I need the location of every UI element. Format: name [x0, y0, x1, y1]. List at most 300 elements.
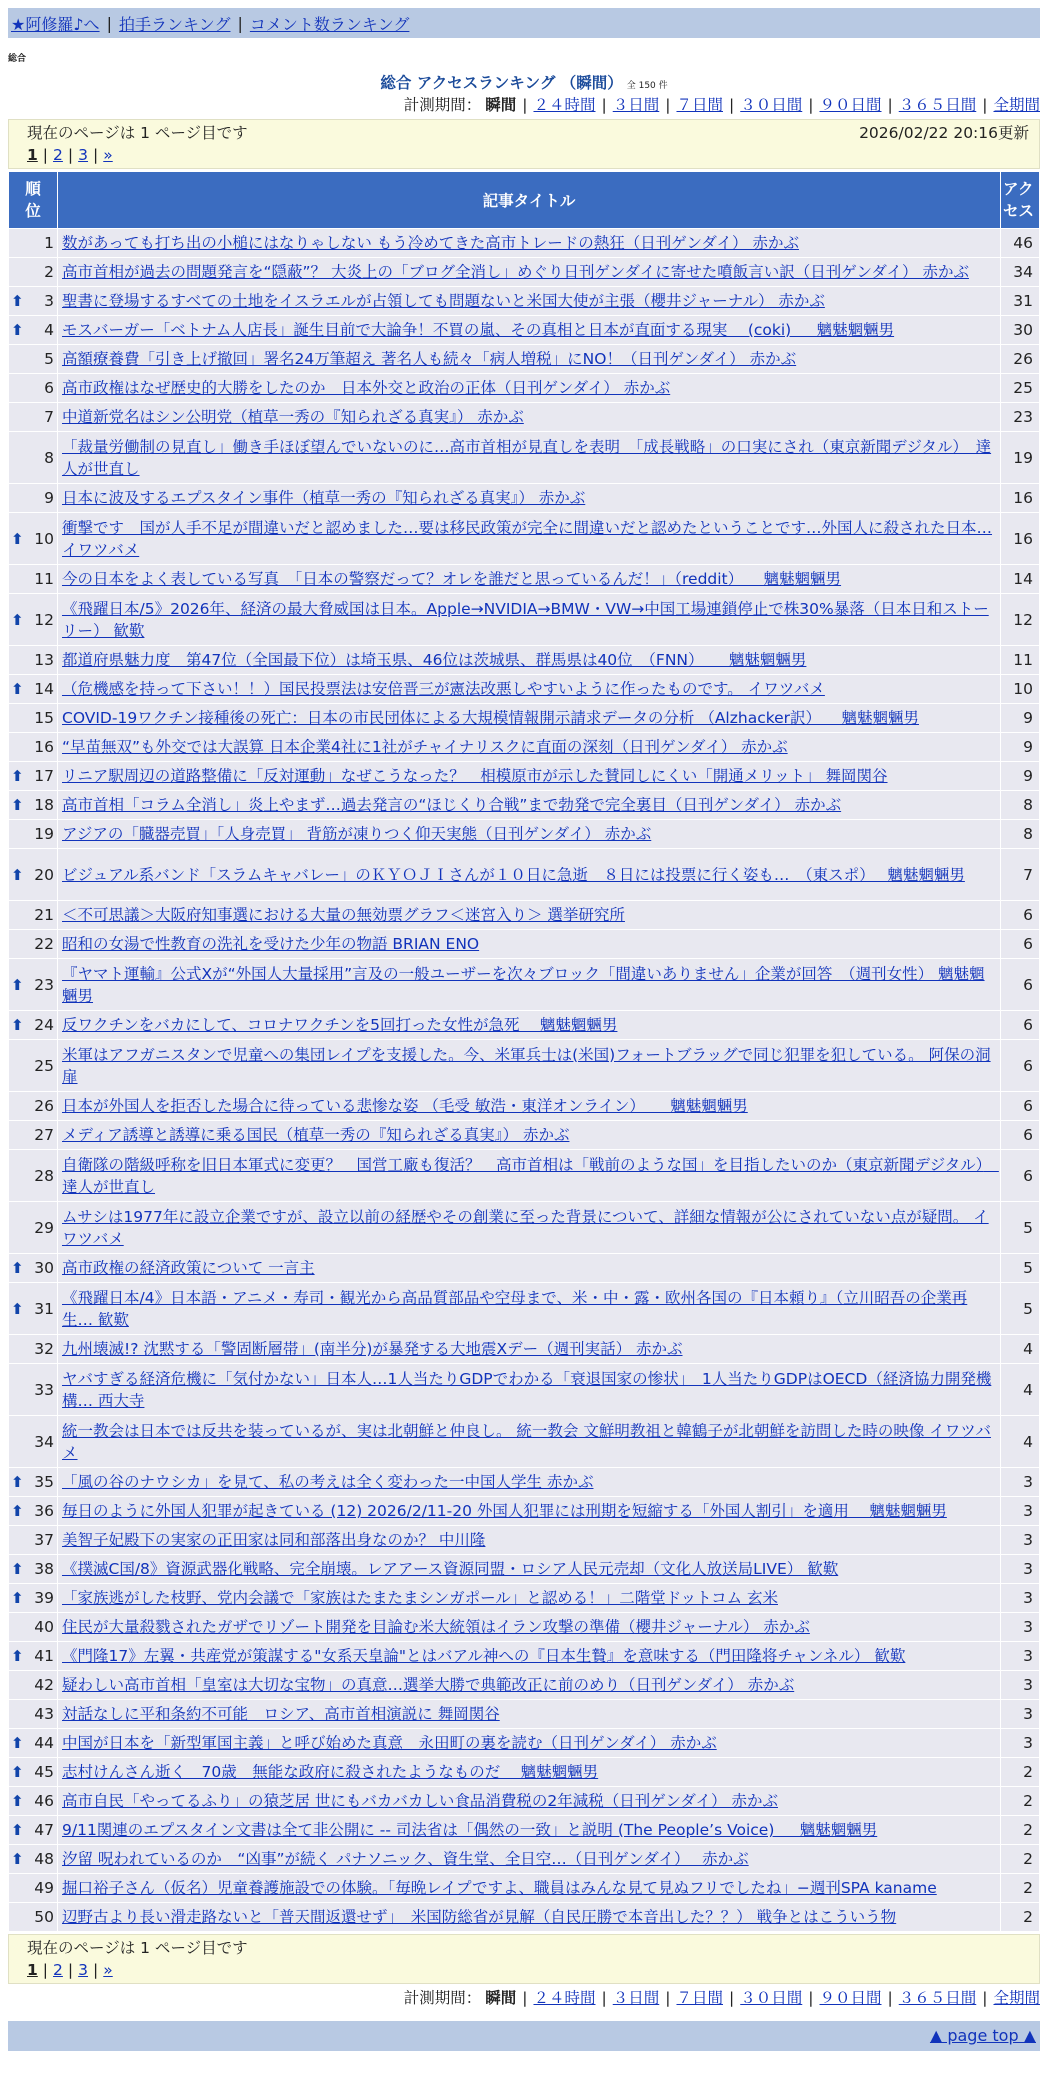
access-count: 2 — [1001, 1874, 1040, 1903]
article-link[interactable]: 辺野古より長い滑走路ないと「普天間返還せず」 米国防総省が見解（自民圧勝で本音出した？？） 戦争とはこういう物 — [62, 1908, 897, 1926]
table-row — [9, 1364, 1040, 1416]
rank-header — [9, 172, 58, 229]
pager-bottom — [8, 1934, 1040, 1984]
rank-up-arrow-icon: ⬆ — [11, 292, 24, 310]
page-separator: | — [93, 1961, 99, 1979]
title-cell — [58, 1671, 1001, 1700]
article-link[interactable]: 《撲滅C国/8》資源武器化戦略、完全崩壊。レアアース資源同盟・ロシア人民元売却（文化人放送局LIVE） 歓歎 — [62, 1560, 839, 1578]
title-cell — [58, 345, 1001, 374]
period-separator: | — [729, 96, 735, 114]
page — [8, 8, 1040, 2051]
rank-number: 44 — [34, 1734, 54, 1752]
article-link[interactable]: 美智子妃殿下の実家の正田家は同和部落出身なのか？ 中川隆 — [62, 1531, 486, 1549]
rank-number: 21 — [34, 906, 54, 924]
page-separator: | — [42, 146, 49, 164]
rank-number: 32 — [34, 1340, 54, 1358]
access-count: 5 — [1001, 1202, 1040, 1254]
rank-number: 27 — [34, 1126, 54, 1144]
rank-number: 1 — [44, 234, 54, 252]
rank-number: 5 — [44, 350, 54, 368]
access-count: 23 — [1001, 403, 1040, 432]
title-cell — [58, 733, 1001, 762]
table-row — [9, 646, 1040, 675]
rank-cell — [9, 959, 58, 1011]
table-row — [9, 1787, 1040, 1816]
ranking-rows — [9, 229, 1040, 1932]
period-option-link[interactable]: ３日間 — [612, 1989, 660, 2007]
page-separator: | — [93, 146, 99, 164]
title-cell — [58, 1613, 1001, 1642]
table-row — [9, 1526, 1040, 1555]
title-cell — [58, 1700, 1001, 1729]
title-cell — [58, 513, 1001, 565]
rank-number: 9 — [44, 489, 54, 507]
footer-bar — [8, 2021, 1040, 2051]
rank-cell — [9, 1497, 58, 1526]
access-count: 9 — [1001, 733, 1040, 762]
rank-number: 29 — [34, 1218, 54, 1237]
table-row — [9, 1254, 1040, 1283]
current-page-text: 現在のページは 1 ページ目です — [27, 1939, 248, 1957]
clap-ranking-link[interactable]: 拍手ランキング — [118, 14, 231, 34]
article-link[interactable]: 住民が大量殺戮されたガザでリゾート開発を目論む米大統領はイラン攻撃の準備（櫻井ジャーナル） 赤かぶ — [62, 1618, 810, 1636]
access-count: 3 — [1001, 1671, 1040, 1700]
article-link[interactable]: 高市政権はなぜ歴史的大勝をしたのか 日本外交と政治の正体（日刊ゲンダイ） 赤かぶ — [62, 379, 671, 397]
table-row — [9, 316, 1040, 345]
article-link[interactable]: アジアの「臓器売買」「人身売買」 背筋が凍りつく仰天実態（日刊ゲンダイ） 赤かぶ — [62, 825, 652, 843]
period-option-link[interactable]: ３日間 — [612, 96, 660, 114]
article-link[interactable]: 9/11関連のエプスタイン文書は全て非公開に -- 司法省は「偶然の一致」と説明 (The People’s Voice) 魑魅魍魎男 — [62, 1821, 878, 1839]
page-link[interactable]: 3 — [78, 1961, 89, 1979]
access-count: 6 — [1001, 930, 1040, 959]
rank-number: 40 — [34, 1618, 54, 1636]
next-page-link[interactable]: » — [103, 146, 113, 164]
period-current: 瞬間 — [485, 96, 517, 114]
updated-time: 2026/02/22 20:16更新 — [859, 124, 1029, 142]
access-count: 26 — [1001, 345, 1040, 374]
rank-cell — [9, 930, 58, 959]
period-separator: | — [887, 1989, 893, 2007]
rank-number: 7 — [44, 408, 54, 426]
article-link[interactable]: 高額療養費「引き上げ撤回」署名24万筆超え 著名人も続々「病人増税」にNO！（日刊ゲンダイ） 赤かぶ — [62, 350, 797, 368]
article-link[interactable]: 日本が外国人を拒否した場合に待っている悲惨な姿 （毛受 敏浩・東洋オンライン） 魑魅魍魎男 — [62, 1097, 748, 1115]
rank-cell — [9, 1468, 58, 1497]
article-link[interactable]: 高市自民「やってるふり」の猿芝居 世にもバカバカしい食品消費税の2年減税（日刊ゲンダイ） 赤かぶ — [62, 1792, 778, 1810]
article-link[interactable]: 都道府県魅力度 第47位（全国最下位）は埼玉県、46位は茨城県、群馬県は40位 （FNN） 魑魅魍魎男 — [62, 651, 807, 669]
rank-cell — [9, 820, 58, 849]
table-row — [9, 258, 1040, 287]
access-count: 5 — [1001, 1254, 1040, 1283]
rank-cell — [9, 1092, 58, 1121]
access-count: 5 — [1001, 1283, 1040, 1335]
access-count: 2 — [1001, 1903, 1040, 1932]
title-cell — [58, 646, 1001, 675]
rank-cell — [9, 1416, 58, 1468]
article-link[interactable]: 汐留 呪われているのか “凶事”が続く パナソニック、資生堂、全日空…（日刊ゲンダイ） 赤かぶ — [62, 1850, 749, 1868]
access-count: 7 — [1001, 849, 1040, 901]
article-link[interactable]: モスバーガー「ベトナム人店長」誕生目前で大論争！不買の嵐、その真相と日本が直面する現実 (coki) 魑魅魍魎男 — [62, 321, 895, 339]
access-count: 8 — [1001, 820, 1040, 849]
access-count: 16 — [1001, 513, 1040, 565]
access-count: 8 — [1001, 791, 1040, 820]
current-page-number: 1 — [27, 1961, 38, 1979]
title-cell — [58, 594, 1001, 646]
article-link[interactable]: COVID-19ワクチン接種後の死亡：日本の市民団体による大規模情報開示請求データの分析 （Alzhacker訳） 魑魅魍魎男 — [62, 709, 919, 727]
article-link[interactable]: 掘口裕子さん（仮名）児童養護施設での体験。「毎晩レイプですよ、職員はみんな見て見ぬフリでしたね」−週刊SPA kaname — [62, 1879, 937, 1897]
table-row — [9, 1845, 1040, 1874]
article-link[interactable]: 九州壊滅!? 沈黙する「警固断層帯」(南半分)が暴発する大地震Xデー（週刊実話） 赤かぶ — [62, 1340, 683, 1358]
access-count: 3 — [1001, 1700, 1040, 1729]
table-row — [9, 1700, 1040, 1729]
title-cell — [58, 316, 1001, 345]
article-link[interactable]: （危機感を持って下さい！！）国民投票法は安倍晋三が憲法改悪しやすいように作ったものです。 イワツバメ — [62, 680, 825, 698]
table-row — [9, 1335, 1040, 1364]
article-link[interactable]: 「風の谷のナウシカ」を見て、私の考えは全く変わった一中国人学生 赤かぶ — [62, 1473, 594, 1491]
rank-number: 2 — [44, 263, 54, 281]
rank-up-arrow-icon: ⬆ — [11, 610, 24, 629]
title-cell — [58, 1642, 1001, 1671]
rank-up-arrow-icon: ⬆ — [11, 975, 24, 994]
table-row — [9, 513, 1040, 565]
article-link[interactable]: ムサシは1977年に設立企業ですが、設立以前の経歴やその創業に至った背景について、詳細な情報が公にされていない点が疑問。 イワツバメ — [62, 1207, 989, 1248]
nav-separator: | — [106, 13, 112, 33]
article-link[interactable]: 米軍はアフガニスタンで児童への集団レイプを支援した。今、米軍兵士は(米国)フォートブラッグで同じ犯罪を犯している。 阿保の洞扉 — [62, 1045, 991, 1086]
rank-cell — [9, 1613, 58, 1642]
rank-up-arrow-icon: ⬆ — [11, 1589, 24, 1607]
rank-number: 25 — [34, 1056, 54, 1075]
article-link[interactable]: 《飛躍日本/4》日本語・アニメ・寿司・観光から高品質部品や空母まで、米・中・露・欧州各国の『日本頼り』（立川昭吾の企業再生… 歓歎 — [62, 1288, 968, 1329]
access-count: 11 — [1001, 646, 1040, 675]
rank-cell — [9, 762, 58, 791]
title-cell — [58, 1787, 1001, 1816]
count-header — [1001, 172, 1040, 229]
access-count: 10 — [1001, 675, 1040, 704]
article-link[interactable]: 高市首相が過去の問題発言を“隠蔽”？ 大炎上の「ブログ全消し」めぐり日刊ゲンダイに寄せた噴飯言い訳（日刊ゲンダイ） 赤かぶ — [62, 263, 969, 281]
rank-up-arrow-icon: ⬆ — [11, 865, 24, 884]
comment-ranking-link[interactable]: コメント数ランキング — [249, 14, 410, 34]
period-option-link[interactable]: 全期間 — [993, 96, 1040, 114]
article-link[interactable]: 《飛躍日本/5》2026年、経済の最大脅威国は日本。Apple→NVIDIA→BMW・VW→中国工場連鎖停止で株30%暴落（日本日和ストーリー） 歓歎 — [62, 599, 989, 640]
access-count: 3 — [1001, 1642, 1040, 1671]
access-count: 3 — [1001, 1468, 1040, 1497]
rank-number: 43 — [34, 1705, 54, 1723]
table-row — [9, 1729, 1040, 1758]
rank-cell — [9, 316, 58, 345]
rank-cell — [9, 1555, 58, 1584]
ranking-title-text: 総合 アクセスランキング （瞬間） — [380, 74, 623, 92]
page-separator: | — [67, 1961, 74, 1979]
article-link[interactable]: 聖書に登場するすべての土地をイスラエルが占領しても問題ないと米国大使が主張（櫻井ジャーナル） 赤かぶ — [62, 292, 825, 310]
current-page-number: 1 — [27, 146, 38, 164]
rank-number: 26 — [34, 1097, 54, 1115]
rank-cell — [9, 513, 58, 565]
title-cell — [58, 1526, 1001, 1555]
table-row — [9, 1642, 1040, 1671]
rank-up-arrow-icon: ⬆ — [11, 1502, 24, 1520]
rank-up-arrow-icon: ⬆ — [11, 529, 24, 548]
title-cell — [58, 1011, 1001, 1040]
period-options — [516, 1989, 1040, 2007]
period-option-link[interactable]: ２４時間 — [533, 1989, 596, 2007]
period-options — [516, 96, 1040, 114]
period-option-link[interactable]: ７日間 — [676, 96, 723, 114]
rank-up-arrow-icon: ⬆ — [11, 1763, 24, 1781]
page-links — [27, 144, 1029, 166]
title-cell — [58, 791, 1001, 820]
period-separator: | — [522, 1989, 528, 2007]
period-selector-bottom — [8, 1987, 1040, 2009]
rank-cell — [9, 646, 58, 675]
period-option-link[interactable]: ２４時間 — [533, 96, 596, 114]
rank-number: 33 — [34, 1380, 54, 1399]
rank-number: 49 — [34, 1879, 54, 1897]
rank-up-arrow-icon: ⬆ — [11, 1299, 24, 1318]
rank-number: 19 — [34, 825, 54, 843]
article-link[interactable]: 統一教会は日本では反共を装っているが、実は北朝鮮と仲良し。 統一教会 文鮮明教祖と韓鶴子が北朝鮮を訪問した時の映像 イワツバメ — [62, 1421, 991, 1462]
count-header-label: アクセス — [1003, 180, 1035, 220]
rank-cell — [9, 594, 58, 646]
article-link[interactable]: 「裁量労働制の見直し」働き手ほぼ望んでいないのに…高市首相が見直しを表明 「成長戦略」の口実にされ（東京新聞デジタル） 達人が世直し — [62, 437, 992, 478]
period-label: 計測期間： — [403, 1989, 482, 2007]
rank-number: 12 — [34, 610, 54, 629]
rank-number: 14 — [34, 680, 54, 698]
access-count: 4 — [1001, 1364, 1040, 1416]
table-row — [9, 1202, 1040, 1254]
title-cell — [58, 432, 1001, 484]
access-count: 3 — [1001, 1497, 1040, 1526]
rank-number: 30 — [34, 1259, 54, 1277]
article-link[interactable]: 対話なしに平和条約不可能 ロシア、高市首相演説に 舞岡関谷 — [62, 1705, 500, 1723]
table-row — [9, 675, 1040, 704]
title-cell — [58, 849, 1001, 901]
article-link[interactable]: 「家族逃がした枝野、党内会議で「家族はたまたまシンガポール」と認める！」二階堂ドットコム 玄米 — [62, 1589, 778, 1607]
rank-cell — [9, 1787, 58, 1816]
rank-cell — [9, 1845, 58, 1874]
period-separator: | — [982, 1989, 988, 2007]
access-count: 3 — [1001, 1555, 1040, 1584]
title-cell — [58, 901, 1001, 930]
table-row — [9, 1758, 1040, 1787]
article-link[interactable]: ビジュアル系バンド「スラムキャバレー」のＫＹＯＪＩさんが１０日に急逝 ８日には投票に行く姿も… （東スポ） 魑魅魍魎男 — [62, 865, 965, 884]
rank-number: 13 — [34, 651, 54, 669]
rank-up-arrow-icon: ⬆ — [11, 1734, 24, 1752]
top-nav-bar — [8, 8, 1040, 38]
title-cell — [58, 1364, 1001, 1416]
table-row — [9, 791, 1040, 820]
article-link[interactable]: 中道新党名はシン公明党（植草一秀の『知られざる真実』） 赤かぶ — [62, 408, 524, 426]
access-count: 6 — [1001, 959, 1040, 1011]
period-option-link[interactable]: ３６５日間 — [898, 1989, 977, 2007]
table-row — [9, 565, 1040, 594]
rank-up-arrow-icon: ⬆ — [11, 1821, 24, 1839]
period-option-link[interactable]: ３０日間 — [740, 1989, 803, 2007]
rank-cell — [9, 1335, 58, 1364]
table-row — [9, 229, 1040, 258]
rank-number: 41 — [34, 1647, 54, 1665]
rank-cell — [9, 901, 58, 930]
table-row — [9, 820, 1040, 849]
period-separator: | — [808, 1989, 814, 2007]
access-count: 6 — [1001, 1092, 1040, 1121]
period-separator: | — [601, 1989, 607, 2007]
article-link[interactable]: 自衛隊の階級呼称を旧日本軍式に変更？ 国営工廠も復活？ 高市首相は「戦前のような国」を目指したいのか（東京新聞デジタル） 達人が世直し — [62, 1155, 999, 1196]
page-separator: | — [42, 1961, 49, 1979]
access-count: 6 — [1001, 901, 1040, 930]
title-cell — [58, 1202, 1001, 1254]
table-row — [9, 930, 1040, 959]
article-link[interactable]: 日本に波及するエプスタイン事件（植草一秀の『知られざる真実』） 赤かぶ — [62, 489, 586, 507]
access-count: 9 — [1001, 762, 1040, 791]
rank-number: 34 — [34, 1432, 54, 1451]
title-cell — [58, 1335, 1001, 1364]
title-cell — [58, 1845, 1001, 1874]
title-cell — [58, 229, 1001, 258]
article-link[interactable]: メディア誘導と誘導に乗る国民（植草一秀の『知られざる真実』） 赤かぶ — [62, 1126, 570, 1144]
rank-cell — [9, 1364, 58, 1416]
period-current: 瞬間 — [485, 1989, 517, 2007]
access-count: 2 — [1001, 1787, 1040, 1816]
rank-number: 48 — [34, 1850, 54, 1868]
access-count: 2 — [1001, 1816, 1040, 1845]
table-row — [9, 1283, 1040, 1335]
title-cell — [58, 484, 1001, 513]
article-link[interactable]: “早苗無双”も外交では大誤算 日本企業4社に1社がチャイナリスクに直面の深刻（日刊ゲンダイ） 赤かぶ — [62, 738, 788, 756]
pager-top — [8, 119, 1040, 169]
rank-cell — [9, 258, 58, 287]
rank-number: 3 — [44, 292, 54, 310]
article-link[interactable]: 中国が日本を「新型軍国主義」と呼び始めた真意 永田町の裏を読む（日刊ゲンダイ） 赤かぶ — [62, 1734, 717, 1752]
title-cell — [58, 1903, 1001, 1932]
rank-number: 22 — [34, 935, 54, 953]
current-page-text: 現在のページは 1 ページ目です — [27, 124, 248, 142]
period-option-link[interactable]: ３６５日間 — [898, 96, 977, 114]
rank-cell — [9, 1671, 58, 1700]
title-cell — [58, 675, 1001, 704]
rank-number: 6 — [44, 379, 54, 397]
period-label: 計測期間： — [403, 96, 482, 114]
period-separator: | — [601, 96, 607, 114]
rank-cell — [9, 1254, 58, 1283]
table-row — [9, 1011, 1040, 1040]
article-link[interactable]: 疑わしい高市首相「皇室は大切な宝物」の真意…選挙大勝で典範改正に前のめり（日刊ゲンダイ） 赤かぶ — [62, 1676, 795, 1694]
rank-cell — [9, 1874, 58, 1903]
rank-cell — [9, 287, 58, 316]
rank-number: 37 — [34, 1531, 54, 1549]
rank-cell — [9, 1121, 58, 1150]
rank-cell — [9, 1584, 58, 1613]
page-top-link[interactable]: ▲ page top ▲ — [929, 2026, 1036, 2045]
article-link[interactable]: 『ヤマト運輸』公式Xが“外国人大量採用”言及の一般ユーザーを次々ブロック「間違いありません」企業が回答 （週刊女性） 魑魅魍魎男 — [62, 964, 985, 1005]
title-cell — [58, 374, 1001, 403]
rank-number: 18 — [34, 796, 54, 814]
rank-number: 38 — [34, 1560, 54, 1578]
rank-number: 31 — [34, 1299, 54, 1318]
article-link[interactable]: 数があっても打ち出の小槌にはなりゃしない もう冷めてきた高市トレードの熱狂（日刊ゲンダイ） 赤かぶ — [62, 234, 799, 252]
period-separator: | — [982, 96, 988, 114]
next-page-link[interactable]: » — [103, 1961, 113, 1979]
rank-number: 4 — [44, 321, 54, 339]
page-link[interactable]: 2 — [53, 1961, 63, 1979]
rank-cell — [9, 565, 58, 594]
rank-cell — [9, 1729, 58, 1758]
article-link[interactable]: 志村けんさん逝く 70歳 無能な政府に殺されたようなものだ 魑魅魍魎男 — [62, 1763, 599, 1781]
title-cell — [58, 1092, 1001, 1121]
article-link[interactable]: 高市首相「コラム全消し」炎上やまず…過去発言の“ほじくり合戦”まで勃発で完全裏目（日刊ゲンダイ） 赤かぶ — [62, 796, 842, 814]
period-option-link[interactable]: ７日間 — [676, 1989, 723, 2007]
article-link[interactable]: リニア駅周辺の道路整備に「反対運動」なぜこうなった？ 相模原市が示した賛同しにくい「開通メリット」 舞岡関谷 — [62, 767, 888, 785]
access-count: 19 — [1001, 432, 1040, 484]
article-link[interactable]: 反ワクチンをバカにして、コロナワクチンを5回打った女性が急死 魑魅魍魎男 — [62, 1016, 618, 1034]
rank-cell — [9, 733, 58, 762]
rank-number: 23 — [34, 975, 54, 994]
rank-cell — [9, 1150, 58, 1202]
title-cell — [58, 1121, 1001, 1150]
period-option-link[interactable]: 全期間 — [993, 1989, 1040, 2007]
article-link[interactable]: 毎日のように外国人犯罪が起きている (12) 2026/2/11-20 外国人犯罪には刑期を短縮する「外国人割引」を適用 魑魅魍魎男 — [62, 1502, 947, 1520]
title-cell — [58, 258, 1001, 287]
table-row — [9, 1874, 1040, 1903]
period-option-link[interactable]: ９０日間 — [819, 1989, 882, 2007]
title-cell — [58, 762, 1001, 791]
article-link[interactable]: 今の日本をよく表している写真 「日本の警察だって？オレを誰だと思っているんだ！」（reddit） 魑魅魍魎男 — [62, 570, 842, 588]
title-cell — [58, 1584, 1001, 1613]
home-link[interactable]: ★阿修羅♪へ — [11, 14, 100, 34]
article-link[interactable]: 高市政権の経済政策について 一言主 — [62, 1259, 315, 1277]
access-count: 2 — [1001, 1845, 1040, 1874]
page-link[interactable]: 2 — [53, 146, 63, 164]
rank-number: 47 — [34, 1821, 54, 1839]
access-count: 6 — [1001, 1150, 1040, 1202]
period-option-link[interactable]: ３０日間 — [740, 96, 803, 114]
table-row — [9, 1613, 1040, 1642]
title-cell — [58, 1254, 1001, 1283]
page-link[interactable]: 3 — [78, 146, 89, 164]
rank-number: 20 — [34, 865, 54, 884]
article-link[interactable]: 衝撃です 国が人手不足が間違いだと認めました…要は移民政策が完全に間違いだと認めたということです…外国人に殺された日本… イワツバメ — [62, 518, 993, 559]
rank-up-arrow-icon: ⬆ — [11, 1259, 24, 1277]
table-row — [9, 849, 1040, 901]
period-separator: | — [729, 1989, 735, 2007]
rank-cell — [9, 675, 58, 704]
title-cell — [58, 1874, 1001, 1903]
table-row — [9, 484, 1040, 513]
period-separator: | — [887, 96, 893, 114]
rank-cell — [9, 1526, 58, 1555]
rank-up-arrow-icon: ⬆ — [11, 680, 24, 698]
table-row — [9, 403, 1040, 432]
article-link[interactable]: ＜不可思議＞大阪府知事選における大量の無効票グラフ＜迷宮入り＞ 選挙研究所 — [62, 906, 625, 924]
period-option-link[interactable]: ９０日間 — [819, 96, 882, 114]
title-cell — [58, 1729, 1001, 1758]
title-cell — [58, 287, 1001, 316]
table-row — [9, 287, 1040, 316]
rank-number: 15 — [34, 709, 54, 727]
rank-cell — [9, 1642, 58, 1671]
title-cell — [58, 930, 1001, 959]
article-link[interactable]: 昭和の女湯で性教育の洗礼を受けた少年の物語 BRIAN ENO — [62, 935, 480, 953]
rank-number: 50 — [34, 1908, 54, 1926]
rank-up-arrow-icon: ⬆ — [11, 321, 24, 339]
table-row — [9, 1584, 1040, 1613]
rank-cell — [9, 1758, 58, 1787]
access-count: 46 — [1001, 229, 1040, 258]
rank-number: 24 — [34, 1016, 54, 1034]
article-link[interactable]: 《門隆17》左翼・共産党が策謀する"女系天皇論"とはバアル神への『日本生贄』を意味する（門田隆将チャンネル） 歓歎 — [62, 1647, 906, 1665]
article-link[interactable]: ヤバすぎる経済危機に「気付かない」日本人…1人当たりGDPでわかる「衰退国家の惨状」 1人当たりGDPはOECD（経済協力開発機構… 西大寺 — [62, 1369, 992, 1410]
period-separator: | — [522, 96, 528, 114]
access-count: 25 — [1001, 374, 1040, 403]
access-count: 14 — [1001, 565, 1040, 594]
